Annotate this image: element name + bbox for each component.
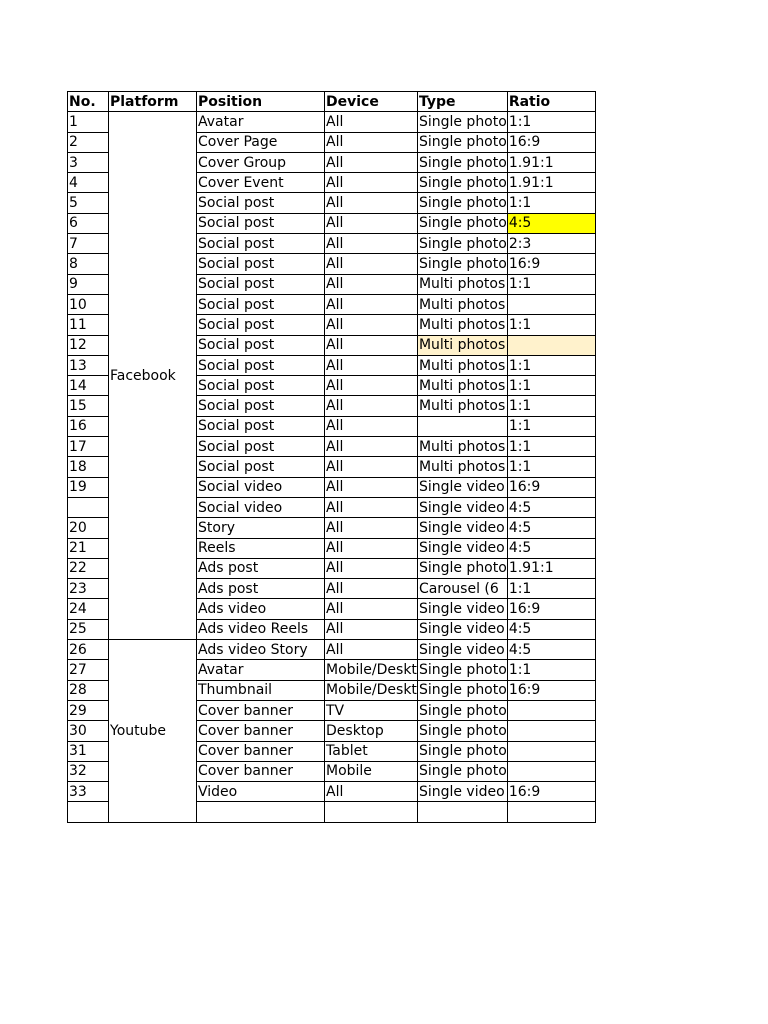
cell-ratio[interactable]: 1:1 (507, 396, 595, 416)
cell-position[interactable]: Cover Group (197, 152, 325, 172)
cell-position[interactable]: Cover banner (197, 721, 325, 741)
cell-device[interactable]: All (325, 518, 418, 538)
cell-position[interactable]: Social post (197, 315, 325, 335)
cell-ratio[interactable] (507, 700, 595, 720)
cell-position[interactable]: Ads video (197, 599, 325, 619)
cell-device[interactable]: Mobile/Deskt (325, 680, 418, 700)
cell-ratio[interactable]: 1:1 (507, 274, 595, 294)
header-no[interactable]: No. (68, 92, 109, 112)
cell-type[interactable]: Multi photos (417, 437, 507, 457)
cell-no[interactable]: 5 (68, 193, 109, 213)
cell-ratio[interactable]: 1:1 (507, 579, 595, 599)
cell-type[interactable]: Single photo (417, 761, 507, 781)
cell-device[interactable]: All (325, 497, 418, 517)
cell-position[interactable]: Cover banner (197, 741, 325, 761)
cell-no[interactable]: 15 (68, 396, 109, 416)
cell-type[interactable]: Single video (417, 538, 507, 558)
cell-position[interactable]: Ads post (197, 558, 325, 578)
cell-ratio[interactable]: 1:1 (507, 315, 595, 335)
table-body (68, 112, 596, 822)
cell-device[interactable]: All (325, 193, 418, 213)
cell-device[interactable]: All (325, 457, 418, 477)
cell-position[interactable]: Social post (197, 294, 325, 314)
cell-ratio[interactable]: 16:9 (507, 477, 595, 497)
cell-no[interactable]: 18 (68, 457, 109, 477)
cell-no[interactable] (68, 497, 109, 517)
cell-position[interactable]: Social post (197, 396, 325, 416)
cell-no[interactable]: 30 (68, 721, 109, 741)
cell-device[interactable]: All (325, 355, 418, 375)
cell-ratio[interactable]: 4:5 (507, 619, 595, 639)
cell-type[interactable]: Single photo (417, 112, 507, 132)
header-device[interactable]: Device (325, 92, 418, 112)
cell-type[interactable]: Multi photos (417, 396, 507, 416)
cell-type[interactable]: Single photo (417, 721, 507, 741)
cell-type[interactable]: Single photo (417, 558, 507, 578)
cell-type[interactable]: Multi photos (417, 274, 507, 294)
cell-ratio[interactable]: 1.91:1 (507, 152, 595, 172)
cell-type[interactable]: Single photo (417, 173, 507, 193)
cell-position[interactable] (197, 802, 325, 822)
cell-ratio[interactable]: 16:9 (507, 680, 595, 700)
cell-ratio[interactable]: 1:1 (507, 457, 595, 477)
cell-ratio[interactable]: 16:9 (507, 132, 595, 152)
cell-type[interactable] (417, 416, 507, 436)
cell-device[interactable]: All (325, 274, 418, 294)
cell-type[interactable]: Single video (417, 599, 507, 619)
cell-ratio[interactable]: 1:1 (507, 376, 595, 396)
cell-position[interactable]: Ads video Story (197, 640, 325, 660)
cell-device[interactable]: All (325, 640, 418, 660)
cell-ratio[interactable]: 1:1 (507, 112, 595, 132)
header-row (68, 92, 596, 112)
table-row (68, 640, 596, 660)
cell-device[interactable]: Mobile (325, 761, 418, 781)
cell-no[interactable]: 25 (68, 619, 109, 639)
cell-device[interactable]: All (325, 538, 418, 558)
cell-position[interactable]: Story (197, 518, 325, 538)
cell-ratio[interactable]: 4:5 (507, 497, 595, 517)
cell-type[interactable]: Single photo (417, 254, 507, 274)
cell-no[interactable]: 21 (68, 538, 109, 558)
cell-no[interactable]: 9 (68, 274, 109, 294)
cell-no[interactable]: 17 (68, 437, 109, 457)
header-position[interactable]: Position (197, 92, 325, 112)
cell-position[interactable]: Social post (197, 234, 325, 254)
cell-ratio[interactable] (507, 335, 595, 355)
cell-no[interactable]: 3 (68, 152, 109, 172)
cell-no[interactable]: 23 (68, 579, 109, 599)
cell-no[interactable]: 28 (68, 680, 109, 700)
header-type[interactable]: Type (417, 92, 507, 112)
cell-type[interactable]: Single photo (417, 132, 507, 152)
cell-position[interactable]: Social post (197, 335, 325, 355)
cell-ratio[interactable] (507, 741, 595, 761)
cell-device[interactable]: Mobile/Deskt (325, 660, 418, 680)
cell-position[interactable]: Social post (197, 457, 325, 477)
cell-no[interactable]: 6 (68, 213, 109, 233)
cell-device[interactable]: All (325, 782, 418, 802)
cell-type[interactable]: Single photo (417, 152, 507, 172)
cell-ratio[interactable] (507, 802, 595, 822)
cell-type[interactable]: Single video (417, 619, 507, 639)
cell-ratio[interactable]: 4:5 (507, 538, 595, 558)
cell-type[interactable]: Single video (417, 518, 507, 538)
cell-device[interactable]: All (325, 173, 418, 193)
cell-ratio[interactable]: 4:5 (507, 640, 595, 660)
cell-type[interactable]: Single photo (417, 680, 507, 700)
cell-device[interactable]: All (325, 152, 418, 172)
cell-ratio[interactable] (507, 761, 595, 781)
cell-device[interactable]: All (325, 558, 418, 578)
cell-no[interactable]: 32 (68, 761, 109, 781)
cell-position[interactable]: Social post (197, 376, 325, 396)
cell-ratio[interactable]: 4:5 (507, 213, 595, 233)
cell-position[interactable]: Social post (197, 193, 325, 213)
cell-ratio[interactable]: 2:3 (507, 234, 595, 254)
cell-ratio[interactable]: 1.91:1 (507, 173, 595, 193)
cell-type[interactable]: Carousel (6 (417, 579, 507, 599)
cell-type[interactable]: Single photo (417, 213, 507, 233)
cell-type[interactable]: Single video (417, 782, 507, 802)
cell-ratio[interactable]: 16:9 (507, 782, 595, 802)
cell-device[interactable] (325, 802, 418, 822)
cell-device[interactable]: All (325, 396, 418, 416)
cell-no[interactable]: 27 (68, 660, 109, 680)
cell-position[interactable]: Cover Page (197, 132, 325, 152)
cell-type[interactable]: Single photo (417, 193, 507, 213)
cell-device[interactable]: All (325, 376, 418, 396)
cell-position[interactable]: Social post (197, 254, 325, 274)
cell-position[interactable]: Cover banner (197, 700, 325, 720)
header-platform[interactable]: Platform (109, 92, 197, 112)
cell-no[interactable]: 11 (68, 315, 109, 335)
cell-position[interactable]: Cover banner (197, 761, 325, 781)
header-ratio[interactable]: Ratio (507, 92, 595, 112)
cell-device[interactable]: All (325, 416, 418, 436)
cell-ratio[interactable]: 1:1 (507, 355, 595, 375)
table-row (68, 112, 596, 132)
cell-ratio[interactable]: 16:9 (507, 254, 595, 274)
cell-ratio[interactable] (507, 721, 595, 741)
cell-position[interactable]: Ads video Reels (197, 619, 325, 639)
cell-position[interactable]: Reels (197, 538, 325, 558)
cell-no[interactable]: 33 (68, 782, 109, 802)
cell-device[interactable]: All (325, 619, 418, 639)
platform-facebook[interactable]: Facebook (109, 112, 197, 640)
cell-ratio[interactable]: 1:1 (507, 416, 595, 436)
cell-position[interactable]: Cover Event (197, 173, 325, 193)
cell-ratio[interactable]: 16:9 (507, 599, 595, 619)
cell-type[interactable]: Single video (417, 640, 507, 660)
cell-ratio[interactable]: 1:1 (507, 660, 595, 680)
cell-device[interactable]: All (325, 437, 418, 457)
cell-type[interactable]: Single video (417, 477, 507, 497)
cell-device[interactable]: All (325, 315, 418, 335)
cell-device[interactable]: All (325, 234, 418, 254)
cell-position[interactable]: Social post (197, 355, 325, 375)
cell-no[interactable]: 7 (68, 234, 109, 254)
cell-no[interactable]: 1 (68, 112, 109, 132)
cell-device[interactable]: All (325, 132, 418, 152)
cell-device[interactable]: All (325, 254, 418, 274)
cell-position[interactable]: Social video (197, 477, 325, 497)
cell-type[interactable]: Multi photos (417, 315, 507, 335)
cell-position[interactable]: Social post (197, 213, 325, 233)
cell-ratio[interactable]: 4:5 (507, 518, 595, 538)
cell-device[interactable]: All (325, 579, 418, 599)
cell-no[interactable]: 2 (68, 132, 109, 152)
cell-device[interactable]: All (325, 112, 418, 132)
cell-device[interactable]: TV (325, 700, 418, 720)
cell-type[interactable]: Multi photos (417, 355, 507, 375)
cell-no[interactable]: 16 (68, 416, 109, 436)
cell-ratio[interactable] (507, 294, 595, 314)
cell-no[interactable]: 31 (68, 741, 109, 761)
cell-no[interactable]: 13 (68, 355, 109, 375)
cell-no[interactable]: 19 (68, 477, 109, 497)
cell-ratio[interactable]: 1:1 (507, 437, 595, 457)
cell-no[interactable]: 10 (68, 294, 109, 314)
cell-position[interactable]: Social post (197, 416, 325, 436)
cell-device[interactable]: All (325, 335, 418, 355)
cell-no[interactable] (68, 802, 109, 822)
cell-type[interactable]: Multi photos (417, 294, 507, 314)
cell-position[interactable]: Avatar (197, 112, 325, 132)
cell-type[interactable]: Single photo (417, 741, 507, 761)
cell-type[interactable]: Multi photos (417, 376, 507, 396)
cell-position[interactable]: Social post (197, 274, 325, 294)
cell-device[interactable]: All (325, 294, 418, 314)
cell-ratio[interactable]: 1:1 (507, 193, 595, 213)
cell-type[interactable]: Single photo (417, 660, 507, 680)
cell-no[interactable]: 20 (68, 518, 109, 538)
cell-no[interactable]: 24 (68, 599, 109, 619)
cell-type[interactable]: Single video (417, 497, 507, 517)
cell-no[interactable]: 22 (68, 558, 109, 578)
cell-position[interactable]: Social post (197, 437, 325, 457)
cell-device[interactable]: All (325, 213, 418, 233)
cell-type[interactable]: Single photo (417, 234, 507, 254)
cell-no[interactable]: 29 (68, 700, 109, 720)
cell-type[interactable]: Multi photos (417, 335, 507, 355)
cell-no[interactable]: 8 (68, 254, 109, 274)
cell-type[interactable]: Multi photos (417, 457, 507, 477)
cell-device[interactable]: Tablet (325, 741, 418, 761)
cell-no[interactable]: 12 (68, 335, 109, 355)
cell-position[interactable]: Ads post (197, 579, 325, 599)
cell-type[interactable]: Single photo (417, 700, 507, 720)
cell-no[interactable]: 14 (68, 376, 109, 396)
cell-position[interactable]: Social video (197, 497, 325, 517)
spreadsheet-table (67, 91, 596, 823)
cell-ratio[interactable]: 1.91:1 (507, 558, 595, 578)
cell-device[interactable]: All (325, 477, 418, 497)
cell-position[interactable]: Video (197, 782, 325, 802)
cell-position[interactable]: Thumbnail (197, 680, 325, 700)
cell-device[interactable]: All (325, 599, 418, 619)
platform-youtube[interactable]: Youtube (109, 640, 197, 823)
cell-type[interactable] (417, 802, 507, 822)
cell-no[interactable]: 4 (68, 173, 109, 193)
cell-no[interactable]: 26 (68, 640, 109, 660)
cell-device[interactable]: Desktop (325, 721, 418, 741)
cell-position[interactable]: Avatar (197, 660, 325, 680)
